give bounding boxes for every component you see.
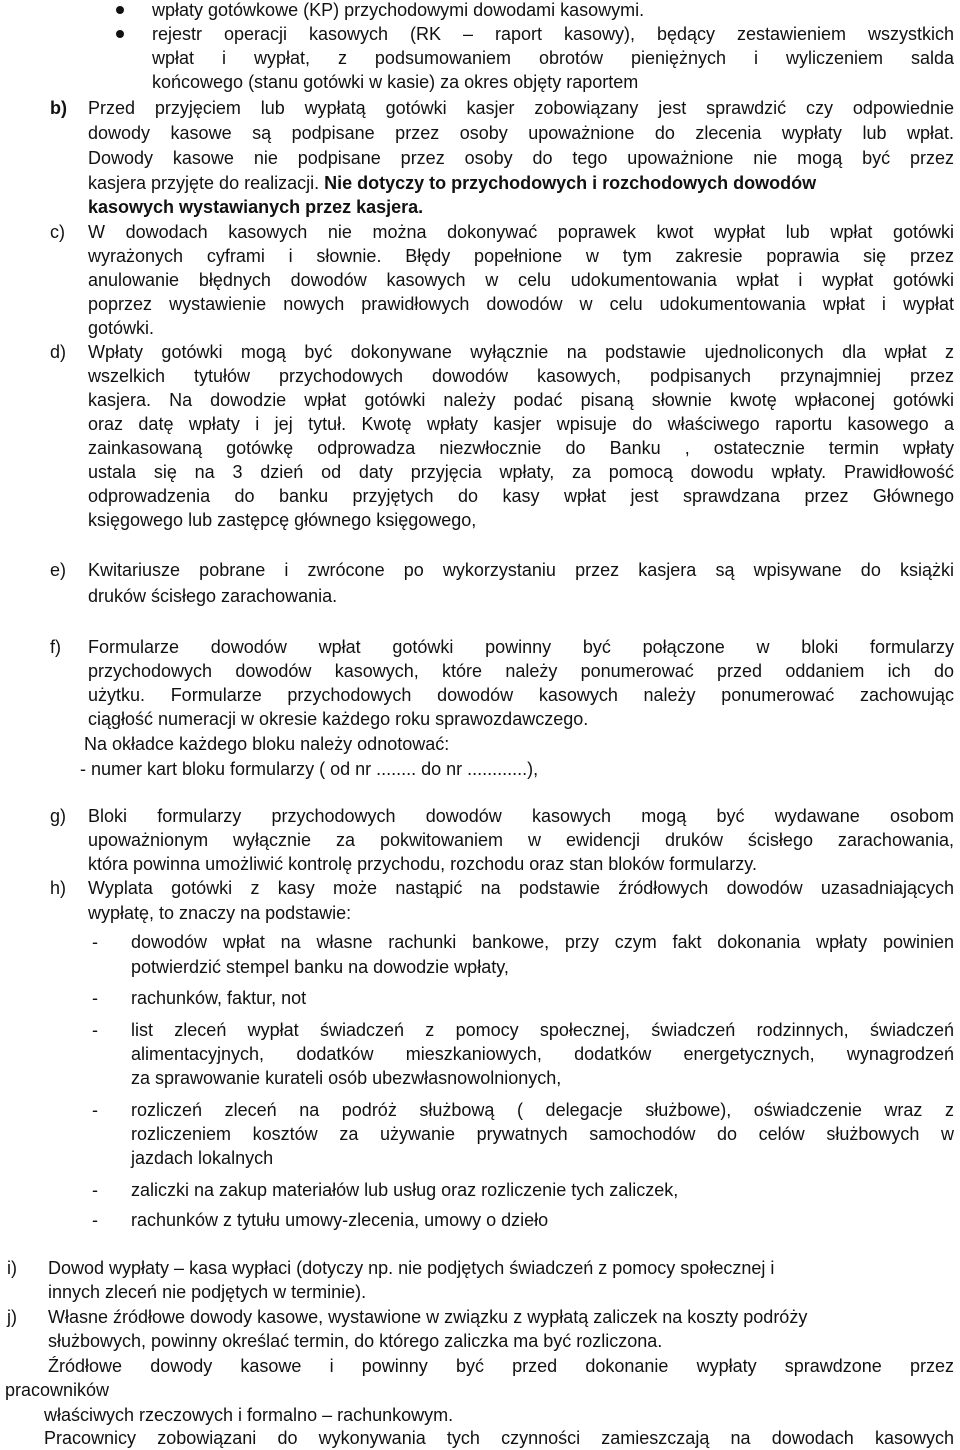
section-c — [0, 220, 960, 244]
line-text: Wyplata gotówki z kasy może nastąpić na podstawie źródłowych dowodów uzasadniających — [88, 878, 954, 898]
line-text: potwierdzić stempel banku na dowodzie wpłaty, — [131, 957, 509, 977]
text-line — [0, 388, 960, 412]
dash-label: - — [92, 988, 98, 1008]
line-text: Źródłowe dowody kasowe i powinny być przed dokonanie wypłaty sprawdzone przez — [48, 1356, 954, 1376]
section-label: j) — [7, 1307, 17, 1327]
line-text: wpłaty gotówkowe (KP) przychodowymi dowodami kasowymi. — [152, 0, 645, 20]
section-label: f) — [50, 637, 61, 657]
line-text: zainkasowaną gotówkę odprowadza niezwłocznie do Banku , ostatecznie termin wpłaty — [88, 438, 954, 458]
line-text — [88, 171, 816, 195]
text-line — [0, 195, 960, 219]
text-line — [0, 683, 960, 707]
line-text: innych zleceń nie podjętych w terminie). — [48, 1282, 367, 1302]
text-line — [0, 364, 960, 388]
text-line — [0, 1042, 960, 1066]
bullet-icon — [116, 6, 124, 14]
text-line — [0, 901, 960, 925]
line-text: Kwitariusze pobrane i zwrócone po wykorzystaniu przez kasjera są wpisywane do książki — [88, 560, 954, 580]
text-line — [0, 460, 960, 484]
line-text: kasowych wystawianych przez kasjera. — [88, 197, 424, 217]
line-text: ciągłość numeracji w okresie każdego roku sprawozdawczego. — [88, 709, 589, 729]
text-line — [0, 852, 960, 876]
text-line — [0, 268, 960, 292]
text-line — [0, 316, 960, 340]
section-label: h) — [50, 878, 67, 898]
dash-item — [0, 1208, 960, 1232]
line-text: Wpłaty gotówki mogą być dokonywane wyłącznie na podstawie ujednoliconych dla wpłat z — [88, 342, 954, 362]
line-text: przychodowych dowodów kasowych, które należy ponumerować przed oddaniem ich do — [88, 661, 954, 681]
line-text: Dowod wypłaty – kasa wypłaci (dotyczy np. nie podjętych świadczeń z pomocy społecznej i — [48, 1258, 775, 1278]
line-text: Pracownicy zobowiązani do wykonywania tych czynności zamieszczają na dowodach kasowych — [44, 1428, 954, 1448]
text-line — [0, 70, 960, 94]
line-text: rozliczeniem kosztów za używanie prywatnych samochodów do celów służbowych w — [131, 1124, 954, 1144]
line-text: poprzez wystawienie nowych prawidłowych dowodów w celu udokumentowania wpłat i wypłat — [88, 294, 954, 314]
dash-label: - — [92, 1020, 98, 1040]
line-text: upoważnionym wyłącznie za pokwitowaniem w ewidencji druków ścisłego zarachowania, — [88, 830, 954, 850]
line-text: odprowadzenia do banku przyjętych do kasy wpłat jest sprawdzana przez Głównego — [88, 486, 954, 506]
text-line — [0, 46, 960, 70]
text-line — [0, 244, 960, 268]
dash-item — [0, 1018, 960, 1042]
section-i — [0, 1256, 960, 1280]
text-line — [0, 1426, 960, 1450]
line-text: - numer kart bloku formularzy ( od nr ........ do nr ............), — [80, 759, 539, 779]
dash-label: - — [92, 1210, 98, 1230]
text-line — [0, 508, 960, 532]
line-text: Przed przyjęciem lub wypłatą gotówki kasjer zobowiązany jest sprawdzić czy odpowiednie — [88, 98, 954, 118]
section-e — [0, 558, 960, 582]
text-line — [0, 1146, 960, 1170]
line-text: ustala się na 3 dzień od daty przyjęcia wpłaty, za pomocą dowodu wpłaty. Prawidłowość — [88, 462, 954, 482]
dash-item — [0, 1098, 960, 1122]
text-line — [0, 1280, 960, 1304]
line-text: wpłat i wypłat, z podsumowaniem obrotów pieniężnych i wyliczeniem salda — [152, 48, 954, 68]
dash-item — [0, 930, 960, 954]
text-line — [0, 707, 960, 731]
line-text: wszelkich tytułów przychodowych dowodów kasowych, podpisanych przynajmniej przez — [88, 366, 954, 386]
bullet-item-kp — [0, 0, 960, 22]
section-label: g) — [50, 806, 67, 826]
dash-item — [0, 1178, 960, 1202]
text-line — [0, 1403, 960, 1427]
line-text: oraz datę wpłaty i jej tytuł. Kwotę wpłaty kasjer wpisuje do właściwego raportu kasowego a — [88, 414, 954, 434]
text-line — [0, 484, 960, 508]
line-text: Na okładce każdego bloku należy odnotować: — [84, 734, 450, 754]
bullet-item-rk — [0, 22, 960, 46]
line-text: za sprawowanie kurateli osób ubezwłasnowolnionych, — [131, 1068, 562, 1088]
line-text: końcowego (stanu gotówki w kasie) za okres objęty raportem — [152, 72, 639, 92]
text-line — [0, 1329, 960, 1353]
text-line — [0, 1122, 960, 1146]
line-text: dowodów wpłat na własne rachunki bankowe, przy czym fakt dokonania wpłaty powinien — [131, 932, 954, 952]
section-label: d) — [50, 342, 67, 362]
text-line — [0, 1354, 960, 1378]
dash-label: - — [92, 1100, 98, 1120]
line-text: Formularze dowodów wpłat gotówki powinny być połączone w bloki formularzy — [88, 637, 954, 657]
text-line — [0, 171, 960, 195]
line-text: rachunków z tytułu umowy-zlecenia, umowy o dzieło — [131, 1210, 549, 1230]
line-text: druków ścisłego zarachowania. — [88, 586, 338, 606]
text-line — [0, 121, 960, 145]
line-text: służbowych, powinny określać termin, do którego zaliczka ma być rozliczona. — [48, 1331, 663, 1351]
section-label: i) — [7, 1258, 17, 1278]
text-line — [0, 584, 960, 608]
section-g — [0, 804, 960, 828]
line-text: zaliczki na zakup materiałów lub usług oraz rozliczenie tych zaliczek, — [131, 1180, 679, 1200]
text-line — [0, 828, 960, 852]
dash-label: - — [92, 1180, 98, 1200]
section-label: c) — [50, 222, 65, 242]
plain-text: kasjera przyjęte do realizacji. — [88, 173, 325, 193]
section-f — [0, 635, 960, 659]
section-j — [0, 1305, 960, 1329]
line-text: Dowody kasowe nie podpisane przez osoby do tego upoważnione nie mogą być przez — [88, 148, 954, 168]
bullet-icon — [116, 30, 124, 38]
dash-item — [0, 986, 960, 1010]
line-text: Bloki formularzy przychodowych dowodów kasowych mogą być wydawane osobom — [88, 806, 954, 826]
line-text: rejestr operacji kasowych (RK – raport kasowy), będący zestawieniem wszystkich — [152, 24, 954, 44]
text-line — [0, 1066, 960, 1090]
line-text: dowody kasowe są podpisane przez osoby upoważnione do zlecenia wypłaty lub wpłat. — [88, 123, 954, 143]
section-label: e) — [50, 560, 67, 580]
line-text: W dowodach kasowych nie można dokonywać poprawek kwot wypłat lub wpłat gotówki — [88, 222, 954, 242]
text-line — [0, 436, 960, 460]
line-text: anulowanie błędnych dowodów kasowych w celu udokumentowania wpłat i wypłat gotówki — [88, 270, 954, 290]
line-text: kasjera. Na dowodzie wpłat gotówki należy podać pisaną słownie kwotę wpłaconej gotówki — [88, 390, 954, 410]
section-d — [0, 340, 960, 364]
text-line — [0, 955, 960, 979]
line-text: użytku. Formularze przychodowych dowodów kasowych należy ponumerować zachowując — [88, 685, 954, 705]
text-line — [0, 732, 960, 756]
line-text: wypłatę, to znaczy na podstawie: — [88, 903, 352, 923]
bold-text: Nie dotyczy to przychodowych i rozchodowych dowodów — [324, 173, 817, 193]
line-text: która powinna umożliwić kontrolę przychodu, rozchodu oraz stan bloków formularzy. — [88, 854, 757, 874]
line-text: alimentacyjnych, dodatków mieszkaniowych, dodatków energetycznych, wynagrodzeń — [131, 1044, 954, 1064]
line-text: jazdach lokalnych — [131, 1148, 274, 1168]
line-text: pracowników — [5, 1380, 110, 1400]
text-line — [0, 1378, 960, 1402]
section-b — [0, 96, 960, 120]
text-line — [0, 659, 960, 683]
line-text: księgowego lub zastępcę głównego księgowego, — [88, 510, 477, 530]
line-text: Własne źródłowe dowody kasowe, wystawione w związku z wypłatą zaliczek na koszty podróży — [48, 1307, 808, 1327]
line-text: gotówki. — [88, 318, 155, 338]
dash-label: - — [92, 932, 98, 952]
text-line — [0, 146, 960, 170]
text-line — [0, 292, 960, 316]
line-text: rachunków, faktur, not — [131, 988, 307, 1008]
line-text: rozliczeń zleceń na podróż służbową ( delegacje służbowe), oświadczenie wraz z — [131, 1100, 954, 1120]
section-label: b) — [50, 98, 67, 118]
line-text: list zleceń wypłat świadczeń z pomocy społecznej, świadczeń rodzinnych, świadczeń — [131, 1020, 954, 1040]
text-line — [0, 412, 960, 436]
line-text: właściwych rzeczowych i formalno – rachunkowym. — [44, 1405, 454, 1425]
line-text: wyrażonych cyframi i słownie. Błędy popełnione w tym zakresie poprawia się przez — [88, 246, 954, 266]
text-line — [0, 757, 960, 781]
section-h — [0, 876, 960, 900]
